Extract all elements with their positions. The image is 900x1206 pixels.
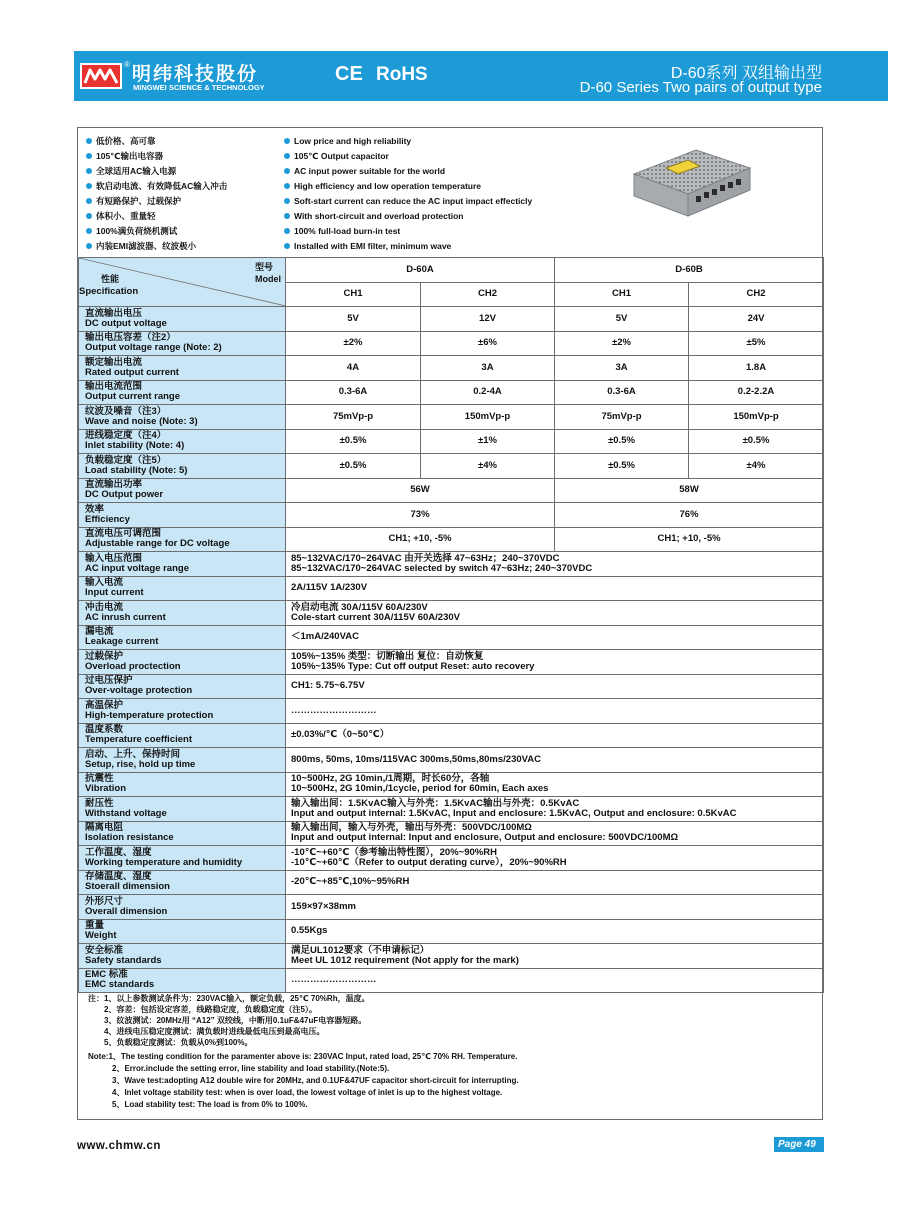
spec-label-cn: 外形尺寸 <box>85 895 124 907</box>
value-cell-wide <box>286 919 824 944</box>
spec-label-cn: 性能 <box>101 274 120 284</box>
spec-label-cn: 工作温度、湿度 <box>85 846 152 858</box>
value-cell: ±4% <box>689 454 824 479</box>
spec-label-en: AC inrush current <box>85 611 166 623</box>
value-cell: 150mVp-p <box>421 405 555 430</box>
bullet-icon <box>86 228 92 234</box>
value-line-2: 85~132VAC/170~264VAC selected by switch 47~63Hz; 240~370VDC <box>291 562 593 574</box>
value-cell-wide <box>286 968 824 993</box>
value-line-2: Cole-start current 30A/115V 60A/230V <box>291 611 460 623</box>
ce-mark: CE <box>335 63 363 85</box>
spec-label-en: Input current <box>85 587 144 599</box>
table-row <box>79 968 824 993</box>
spec-label-en: Wave and noise (Note: 3) <box>85 415 198 427</box>
bullet-icon <box>284 153 290 159</box>
value-line-1: 2A/115V 1A/230V <box>291 582 368 594</box>
value-line-2: Input and output internal: Input and enclosure, Output and enclosure: 500VDC/100MΩ <box>291 832 679 844</box>
value-cell: 12V <box>421 307 555 332</box>
table-row <box>79 307 824 332</box>
spec-label-cn: 输出电流范围 <box>85 381 143 393</box>
feature-text: 有短路保护、过载保护 <box>96 196 182 206</box>
bullet-icon <box>284 198 290 204</box>
spec-label-en: Output current range <box>85 391 181 403</box>
feature-item-cn <box>86 149 227 164</box>
header-banner <box>74 51 888 101</box>
value-cell: ±0.5% <box>555 454 689 479</box>
website-url[interactable]: www.chmw.cn <box>77 1140 161 1152</box>
table-row <box>79 380 824 405</box>
value-line-1: 800ms, 50ms, 10ms/115VAC 300ms,50ms,80ms/230VAC <box>291 753 541 765</box>
features-list-cn <box>86 134 227 254</box>
feature-item-en <box>284 164 532 179</box>
spec-label-en: Isolation resistance <box>85 832 174 844</box>
bullet-icon <box>284 243 290 249</box>
value-line-1: CH1: 5.75~6.75V <box>291 680 365 692</box>
spec-label-cell <box>79 454 286 479</box>
spec-label-cn: 抗震性 <box>85 773 114 785</box>
value-cell: 0.2-4A <box>421 380 555 405</box>
spec-label-cell <box>79 625 286 650</box>
table-row <box>79 527 824 552</box>
series-title-en: D-60 Series Two pairs of output type <box>579 79 822 96</box>
table-header-cell <box>79 258 286 307</box>
value-line-1: ±0.03%/℃（0~50℃） <box>291 729 390 741</box>
table-row <box>79 919 824 944</box>
feature-text: 内装EMI滤波器、纹波极小 <box>96 241 197 251</box>
bullet-icon <box>284 168 290 174</box>
note-en: 5、Load stability test: The load is from 0% to 100%. <box>112 1100 308 1109</box>
value-line-2: 10~500Hz, 2G 10min,/1cycle, period for 60min, Each axes <box>291 783 549 795</box>
spec-label-cell <box>79 944 286 969</box>
spec-label-cn: 直流输出电压 <box>85 307 143 319</box>
spec-label-en: Adjustable range for DC voltage <box>85 538 230 550</box>
value-line-1: ……………………… <box>291 974 377 986</box>
bullet-icon <box>86 213 92 219</box>
spec-label-cell <box>79 723 286 748</box>
value-cell: ±2% <box>286 331 421 356</box>
spec-label-cn: 输出电压容差（注2） <box>85 332 176 344</box>
spec-label-en: Working temperature and humidity <box>85 856 243 868</box>
feature-item-cn <box>86 179 227 194</box>
features-list-en <box>284 134 532 254</box>
value-cell-wide <box>286 748 824 773</box>
table-row <box>79 552 824 577</box>
value-line-1: 满足UL1012要求（不申请标记） <box>291 944 430 956</box>
spec-label-cell <box>79 772 286 797</box>
value-line-2: Meet UL 1012 requirement (Not apply for the mark) <box>291 954 519 966</box>
value-cell-wide <box>286 895 824 920</box>
spec-label-cell <box>79 797 286 822</box>
value-cell-wide <box>286 674 824 699</box>
value-cell: ±5% <box>689 331 824 356</box>
rohs-mark: RoHS <box>376 64 428 85</box>
table-row <box>79 797 824 822</box>
spec-label-en: Temperature coefficient <box>85 734 192 746</box>
table-row <box>79 895 824 920</box>
table-row <box>79 846 824 871</box>
channel-header: CH1 <box>555 282 689 307</box>
note-en: 3、Wave test:adopting A12 double wire for 20MHz, and 0.1UF&47UF capacitor short-circuit for interrupting. <box>112 1076 519 1085</box>
spec-label-cn: EMC 标准 <box>85 969 128 981</box>
value-cell-wide <box>286 576 824 601</box>
spec-label-cn: 存储温度、湿度 <box>85 871 152 883</box>
value-cell-wide <box>286 772 824 797</box>
spec-label-cn: 直流输出功率 <box>85 479 143 491</box>
model-label-cn: 型号 <box>254 262 273 272</box>
value-cell: 3A <box>555 356 689 381</box>
spec-label-cell <box>79 478 286 503</box>
spec-label-cell <box>79 846 286 871</box>
bullet-icon <box>86 198 92 204</box>
table-row <box>79 821 824 846</box>
spec-label-en: Output voltage range (Note: 2) <box>85 342 222 354</box>
model-label-en: Model <box>255 274 281 284</box>
spec-label-cell <box>79 821 286 846</box>
value-line-2: 105%~135% Type: Cut off output Reset: auto recovery <box>291 660 535 672</box>
spec-label-en: Stoerall dimension <box>85 881 170 893</box>
feature-text: 100%满负荷烧机测试 <box>96 226 178 236</box>
feature-text: 全球适用AC输入电源 <box>96 166 177 176</box>
value-line-1: 冷启动电流 30A/115V 60A/230V <box>291 601 428 613</box>
feature-item-en <box>284 149 532 164</box>
bullet-icon <box>284 183 290 189</box>
value-cell-wide <box>286 601 824 626</box>
value-line-2: -10℃~+60℃（Refer to output derating curve），20%~90%RH <box>291 856 567 868</box>
spec-label-en: Inlet stability (Note: 4) <box>85 440 185 452</box>
value-line-1: ……………………… <box>291 704 377 716</box>
spec-label-en: Load stability (Note: 5) <box>85 464 188 476</box>
table-row <box>79 576 824 601</box>
feature-item-cn <box>86 134 227 149</box>
bullet-icon <box>284 138 290 144</box>
value-line-1: 0.55Kgs <box>291 925 328 937</box>
value-cell: ±2% <box>555 331 689 356</box>
spec-label-cn: 进线稳定度（注4） <box>85 430 167 442</box>
spec-label-en: Withstand voltage <box>85 807 167 819</box>
value-line-1: -10℃~+60℃（参考输出特性图），20%~90%RH <box>291 846 497 858</box>
value-line-1: 159×97×38mm <box>291 900 356 912</box>
value-cell: ±4% <box>421 454 555 479</box>
value-cell: 0.3-6A <box>555 380 689 405</box>
bullet-icon <box>86 243 92 249</box>
spec-label-en: EMC standards <box>85 979 155 991</box>
feature-text: Installed with EMI filter, minimum wave <box>294 241 452 251</box>
value-cell: ±0.5% <box>286 429 421 454</box>
spec-label-cn: 启动、上升、保持时间 <box>85 748 181 760</box>
bullet-icon <box>284 213 290 219</box>
value-cell: 58W <box>555 478 824 503</box>
value-cell: 1.8A <box>689 356 824 381</box>
spec-label-en: AC input voltage range <box>85 562 189 574</box>
spec-label-en: Setup, rise, hold up time <box>85 758 196 770</box>
feature-text: 100% full-load burn-in test <box>294 226 401 236</box>
spec-label-en: Efficiency <box>85 513 130 525</box>
spec-label-cn: 冲击电流 <box>85 601 124 613</box>
spec-label-cell <box>79 699 286 724</box>
table-row <box>79 478 824 503</box>
feature-item-en <box>284 209 532 224</box>
spec-label-cell <box>79 356 286 381</box>
value-line-1: ＜1mA/240VAC <box>291 631 359 643</box>
table-row <box>79 454 824 479</box>
table-row <box>79 601 824 626</box>
spec-label-cn: 过电压保护 <box>85 675 133 687</box>
value-cell-wide <box>286 944 824 969</box>
spec-label-cn: 额定输出电流 <box>85 356 143 368</box>
spec-label-cn: 输入电压范围 <box>85 552 143 564</box>
value-cell-wide <box>286 552 824 577</box>
note-cn: 4、进线电压稳定度测试：满负载时进线最低电压到最高电压。 <box>104 1027 325 1036</box>
table-row <box>79 650 824 675</box>
value-line-1: 85~132VAC/170~264VAC 由开关选择 47~63Hz；240~370VDC <box>291 552 560 564</box>
value-cell-wide <box>286 870 824 895</box>
table-row <box>79 699 824 724</box>
value-cell: 5V <box>286 307 421 332</box>
spec-label-cn: 直流电压可调范围 <box>85 528 162 540</box>
value-line-1: 105%~135% 类型：切断输出 复位：自动恢复 <box>291 650 484 662</box>
brand-name-en: MINGWEI SCIENCE & TECHNOLOGY <box>133 83 265 92</box>
series-title-cn: D-60系列 双组输出型 <box>670 65 822 82</box>
value-cell: ±0.5% <box>286 454 421 479</box>
value-cell: 75mVp-p <box>286 405 421 430</box>
bullet-icon <box>86 138 92 144</box>
note-en: 4、Inlet voltage stability test: when is over load, the lowest voltage of inlet is up to the highest voltage. <box>112 1088 503 1097</box>
spec-label-cell <box>79 748 286 773</box>
spec-label-cell <box>79 895 286 920</box>
value-line-2: Input and output internal: 1.5KvAC, Input and enclosure: 1.5KvAC, Output and enclosure: 0.5KvAC <box>291 807 737 819</box>
value-cell: CH1; +10, -5% <box>555 527 824 552</box>
value-cell: CH1; +10, -5% <box>286 527 555 552</box>
spec-label-cn: 输入电流 <box>85 577 124 589</box>
spec-label-en: Over-voltage protection <box>85 685 193 697</box>
bullet-icon <box>86 153 92 159</box>
bullet-icon <box>86 168 92 174</box>
channel-header: CH2 <box>421 282 555 307</box>
table-row <box>79 944 824 969</box>
spec-label-en: Overload proctection <box>85 660 181 672</box>
feature-text: 低价格、高可靠 <box>96 136 156 146</box>
value-cell: ±1% <box>421 429 555 454</box>
spec-label-en: Leakage current <box>85 636 159 648</box>
table-row <box>79 870 824 895</box>
spec-label-cell <box>79 674 286 699</box>
spec-label-cell <box>79 601 286 626</box>
feature-item-cn <box>86 239 227 254</box>
value-cell: 73% <box>286 503 555 528</box>
table-row <box>79 331 824 356</box>
spec-label-en: Rated output current <box>85 366 179 378</box>
page-number-tag: Page 49 <box>774 1137 824 1152</box>
value-cell: ±0.5% <box>555 429 689 454</box>
spec-label-cn: 隔离电阻 <box>85 822 124 834</box>
value-cell-wide <box>286 625 824 650</box>
note-cn: 注：1、以上参数测试条件为：230VAC输入，额定负载，25℃ 70%Rh，温度。 <box>88 994 370 1003</box>
table-row <box>79 748 824 773</box>
table-row <box>79 772 824 797</box>
table-row <box>79 674 824 699</box>
spec-label-cn: 效率 <box>85 503 105 515</box>
value-cell: 3A <box>421 356 555 381</box>
spec-label-cell <box>79 552 286 577</box>
spec-label-cell <box>79 919 286 944</box>
power-supply-product-image <box>626 144 756 222</box>
specification-table <box>78 257 824 993</box>
feature-item-en <box>284 239 532 254</box>
value-cell: 4A <box>286 356 421 381</box>
model-d60a: D-60A <box>286 258 555 283</box>
brand-name-cn: 明纬科技股份 <box>132 64 259 85</box>
bullet-icon <box>86 183 92 189</box>
value-cell-wide <box>286 821 824 846</box>
note-en: Note:1、The testing condition for the paramenter above is: 230VAC Input, rated load, 25℃ 70% RH. Temperature. <box>88 1052 518 1061</box>
value-cell-wide <box>286 723 824 748</box>
value-cell: 0.3-6A <box>286 380 421 405</box>
feature-item-en <box>284 224 532 239</box>
value-cell-wide <box>286 846 824 871</box>
spec-label-en: Safety standards <box>85 954 162 966</box>
spec-label-en: Weight <box>85 930 117 942</box>
spec-label-en: DC output voltage <box>85 317 167 329</box>
table-row <box>79 503 824 528</box>
spec-label-cn: 重量 <box>85 920 105 932</box>
spec-label-cell <box>79 968 286 993</box>
table-row <box>79 356 824 381</box>
spec-label-en: High-temperature protection <box>85 709 214 721</box>
mw-logo-icon <box>80 63 122 89</box>
spec-sheet <box>77 127 823 1120</box>
feature-item-cn <box>86 194 227 209</box>
value-cell: ±0.5% <box>689 429 824 454</box>
spec-label-cell <box>79 331 286 356</box>
feature-item-cn <box>86 164 227 179</box>
channel-header: CH1 <box>286 282 421 307</box>
feature-text: AC input power suitable for the world <box>294 166 446 176</box>
feature-text: With short-circuit and overload protection <box>294 211 464 221</box>
spec-label-cn: 耐压性 <box>85 797 114 809</box>
feature-text: 105℃输出电容器 <box>96 151 163 161</box>
feature-text: Soft-start current can reduce the AC input impact effecticly <box>294 196 533 206</box>
feature-item-cn <box>86 224 227 239</box>
spec-label-en: Overall dimension <box>85 905 168 917</box>
bullet-icon <box>284 228 290 234</box>
value-cell: 76% <box>555 503 824 528</box>
value-cell: 24V <box>689 307 824 332</box>
spec-label-cn: 负载稳定度（注5） <box>85 454 167 466</box>
feature-text: 体积小、重量轻 <box>96 211 156 221</box>
spec-label-cell <box>79 576 286 601</box>
value-cell-wide <box>286 699 824 724</box>
table-row <box>79 723 824 748</box>
spec-label-cn: 高温保护 <box>85 699 124 711</box>
spec-label-en: Vibration <box>85 783 126 795</box>
spec-label-cell <box>79 307 286 332</box>
value-line-1: -20℃~+85℃,10%~95%RH <box>291 876 410 888</box>
table-row <box>79 429 824 454</box>
feature-item-en <box>284 134 532 149</box>
value-cell-wide <box>286 650 824 675</box>
value-line-1: 输入输出间：1.5KvAC输入与外壳：1.5KvAC输出与外壳：0.5KvAC <box>291 797 580 809</box>
table-row <box>79 625 824 650</box>
spec-label-cell <box>79 650 286 675</box>
spec-label-cn: 过载保护 <box>85 650 124 662</box>
value-cell: 5V <box>555 307 689 332</box>
table-row <box>79 405 824 430</box>
value-cell-wide <box>286 797 824 822</box>
value-cell: 0.2-2.2A <box>689 380 824 405</box>
spec-label-cn: 温度系数 <box>85 724 124 736</box>
note-cn: 2、容差：包括设定容差，线路稳定度，负载稳定度（注5）。 <box>104 1005 317 1014</box>
feature-text: 软启动电流、有效降低AC输入冲击 <box>96 181 228 191</box>
value-line-1: 10~500Hz, 2G 10min,/1周期，时长60分，各轴 <box>291 773 490 785</box>
spec-label-en: Specification <box>79 286 139 297</box>
spec-label-en: DC Output power <box>85 489 164 501</box>
model-d60b: D-60B <box>555 258 824 283</box>
spec-label-cn: 安全标准 <box>85 944 124 956</box>
spec-label-cn: 漏电流 <box>85 626 114 638</box>
value-cell: 75mVp-p <box>555 405 689 430</box>
note-cn: 5、负载稳定度测试：负载从0%到100%。 <box>104 1038 253 1047</box>
feature-item-en <box>284 179 532 194</box>
spec-label-cell <box>79 380 286 405</box>
note-en: 2、Error.include the setting error, line stability and load stability.(Note:5). <box>112 1064 390 1073</box>
feature-text: 105℃ Output capacitor <box>294 151 389 161</box>
spec-label-cell <box>79 429 286 454</box>
spec-label-cell <box>79 503 286 528</box>
feature-item-en <box>284 194 532 209</box>
spec-label-cn: 纹波及噪音（注3） <box>85 405 167 417</box>
feature-text: Low price and high reliability <box>294 136 412 146</box>
note-cn: 3、纹波测试：20MHz用 “A12” 双绞线，中断用0.1uF&47uF电容器短路。 <box>104 1016 367 1025</box>
channel-header: CH2 <box>689 282 824 307</box>
spec-label-cell <box>79 870 286 895</box>
value-cell: 150mVp-p <box>689 405 824 430</box>
value-cell: ±6% <box>421 331 555 356</box>
feature-item-cn <box>86 209 227 224</box>
feature-text: High efficiency and low operation temperature <box>294 181 482 191</box>
value-cell: 56W <box>286 478 555 503</box>
registered-mark: ® <box>124 60 130 69</box>
spec-label-cell <box>79 405 286 430</box>
value-line-1: 输入输出间，输入与外壳，输出与外壳：500VDC/100MΩ <box>291 822 532 834</box>
spec-label-cell <box>79 527 286 552</box>
